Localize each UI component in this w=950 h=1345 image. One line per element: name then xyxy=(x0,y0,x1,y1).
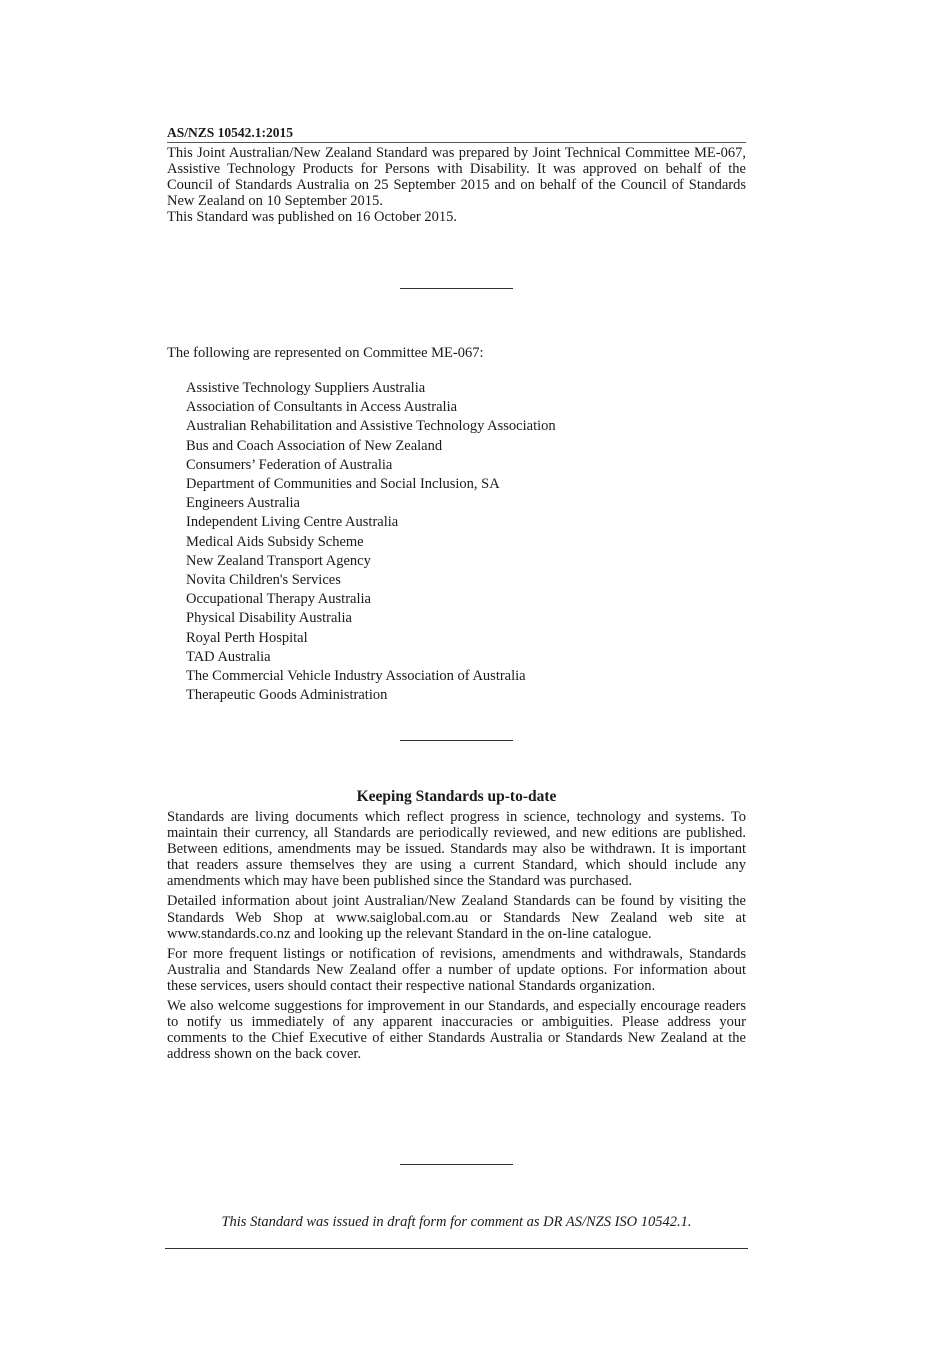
committee-intro: The following are represented on Committee ME-067: xyxy=(167,345,484,361)
body-paragraph: For more frequent listings or notification of revisions, amendments and withdrawals, Standards Australia and Standards New Zealand offer a number of update options. For information about these services, users should contact their respective national Standards organization. xyxy=(167,945,746,994)
list-item: Medical Aids Subsidy Scheme xyxy=(186,533,364,550)
list-item: The Commercial Vehicle Industry Association of Australia xyxy=(186,668,526,685)
list-item: TAD Australia xyxy=(186,648,271,665)
body-paragraph: We also welcome suggestions for improvement in our Standards, and especially encourage readers to notify us immediately of any apparent inaccuracies or ambiguities. Please address your comments to the Chief Executive of either Standards Australia or Standards New Zealand at the address shown on the back cover. xyxy=(167,998,746,1063)
section-divider xyxy=(400,740,513,741)
list-item: Consumers’ Federation of Australia xyxy=(186,456,393,473)
preparation-paragraph: This Joint Australian/New Zealand Standard was prepared by Joint Technical Committee ME-067, Assistive Technology Products for Persons with Disability. It was approved on behalf of the Council of Standards Australia on 25 September 2015 and on behalf of the Council of Standards New Zealand on 10 September 2015. xyxy=(167,145,746,209)
body-paragraph: Standards are living documents which reflect progress in science, technology and systems. To maintain their currency, all Standards are periodically reviewed, and new editions are published. Between editions, amendments may be issued. Standards may also be withdrawn. It is important that readers assure themselves they are using a current Standard, which should include any amendments which may have been published since the Standard was purchased. xyxy=(167,809,746,890)
publication-date: This Standard was published on 16 October 2015. xyxy=(167,209,457,225)
document-identifier: AS/NZS 10542.1:2015 xyxy=(167,125,746,143)
list-item: Department of Communities and Social Inclusion, SA xyxy=(186,476,500,493)
draft-note: This Standard was issued in draft form for comment as DR AS/NZS ISO 10542.1. xyxy=(221,1214,692,1230)
list-item: Occupational Therapy Australia xyxy=(186,591,371,608)
body-paragraph: Detailed information about joint Australian/New Zealand Standards can be found by visiting the Standards Web Shop at www.saiglobal.com.au or Standards New Zealand web site at www.standards.co.nz and looking up the relevant Standard in the on-line catalogue. xyxy=(167,893,746,942)
section-divider xyxy=(400,1164,513,1165)
section-divider xyxy=(400,288,513,289)
list-item: Royal Perth Hospital xyxy=(186,629,308,646)
list-item: Association of Consultants in Access Australia xyxy=(186,399,458,416)
list-item: New Zealand Transport Agency xyxy=(186,552,371,569)
section-heading: Keeping Standards up-to-date xyxy=(356,788,557,805)
document-page xyxy=(167,0,746,1345)
committee-member-list xyxy=(186,379,556,705)
list-item: Novita Children's Services xyxy=(186,572,341,589)
list-item: Engineers Australia xyxy=(186,495,300,512)
preparation-statement xyxy=(167,145,746,225)
list-item: Independent Living Centre Australia xyxy=(186,514,399,531)
list-item: Australian Rehabilitation and Assistive Technology Association xyxy=(186,418,556,435)
list-item: Bus and Coach Association of New Zealand xyxy=(186,437,443,454)
list-item: Therapeutic Goods Administration xyxy=(186,687,388,704)
keeping-up-to-date-body xyxy=(167,809,746,1066)
list-item: Assistive Technology Suppliers Australia xyxy=(186,380,426,396)
footer-rule xyxy=(165,1248,748,1249)
list-item: Physical Disability Australia xyxy=(186,610,352,627)
